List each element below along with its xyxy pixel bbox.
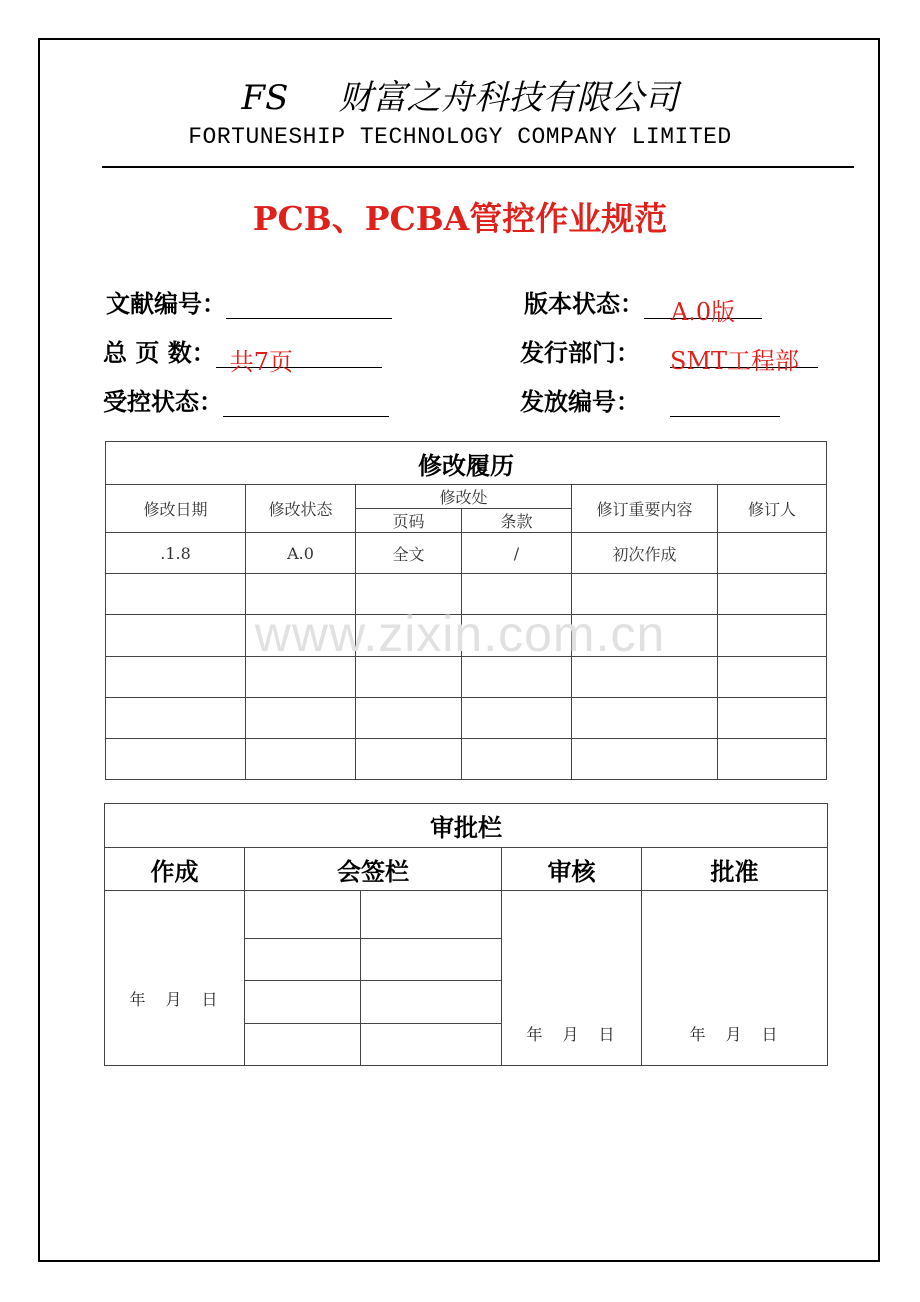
doc-no-label: 文献编号：: [106, 289, 226, 318]
table-row: [106, 698, 827, 739]
table-row: [106, 533, 827, 574]
version-label: 版本状态：: [524, 289, 644, 318]
countersign-cell: [361, 981, 502, 1024]
empty-cell: [246, 698, 356, 739]
countersign-cell: [245, 939, 361, 981]
cell-date: .1.8: [106, 533, 246, 574]
col-countersign: 会签栏: [245, 848, 502, 891]
empty-cell: [106, 739, 246, 780]
made-date: 年 月 日: [129, 989, 220, 1009]
header-divider: [102, 166, 854, 168]
cell-status: A.0: [246, 533, 356, 574]
dept-field: [520, 333, 818, 375]
control-label: 受控状态：: [103, 387, 223, 416]
countersign-cell: [245, 1024, 361, 1066]
issue-no-value: [670, 390, 780, 417]
company-name-cn: 财富之舟科技有限公司: [338, 78, 679, 118]
pages-value: 共7页: [229, 348, 293, 376]
company-name-en: FORTUNESHIP TECHNOLOGY COMPANY LIMITED: [188, 124, 732, 150]
approval-caption: 审批栏: [105, 804, 828, 848]
dept-value: SMT工程部: [670, 347, 800, 375]
countersign-cell: [361, 891, 502, 939]
company-name-cn-line: [0, 70, 920, 119]
header-location: 修改处: [356, 485, 572, 509]
empty-cell: [106, 698, 246, 739]
empty-cell: [246, 739, 356, 780]
countersign-cell: [245, 981, 361, 1024]
approve-cell: [642, 891, 828, 1066]
col-made: 作成: [105, 848, 245, 891]
cell-content: 初次作成: [572, 533, 718, 574]
countersign-cell: [245, 891, 361, 939]
document-title: PCB、PCBA管控作业规范: [252, 199, 668, 238]
header-date: 修改日期: [106, 485, 246, 533]
cell-clause: /: [462, 533, 572, 574]
header-status: 修改状态: [246, 485, 356, 533]
empty-cell: [356, 739, 462, 780]
revision-history-caption: 修改履历: [106, 442, 827, 485]
control-field: [103, 382, 389, 417]
version-field: [524, 284, 762, 326]
pages-field: [103, 333, 382, 376]
empty-cell: [718, 698, 827, 739]
issue-no-label: 发放编号：: [520, 387, 640, 416]
doc-no-value: [226, 292, 392, 319]
approval-table: [104, 803, 828, 1066]
countersign-cell: [361, 1024, 502, 1066]
review-cell: [502, 891, 642, 1066]
empty-cell: [718, 739, 827, 780]
header-page: 页码: [356, 509, 462, 533]
table-row: [106, 739, 827, 780]
watermark: www.zixin.com.cn: [254, 606, 666, 662]
empty-cell: [572, 739, 718, 780]
pages-label: 总 页 数：: [103, 338, 216, 367]
header-clause: 条款: [462, 509, 572, 533]
version-value: A.0版: [670, 298, 736, 326]
control-value: [223, 390, 389, 417]
issue-no-field: [520, 382, 780, 417]
header-reviser: 修订人: [718, 485, 827, 533]
dept-label: 发行部门：: [520, 338, 640, 367]
countersign-cell: [361, 939, 502, 981]
empty-cell: [462, 698, 572, 739]
review-date: 年 月 日: [526, 1025, 617, 1044]
doc-no-field: [106, 284, 392, 319]
cell-reviser: [718, 533, 827, 574]
empty-cell: [572, 698, 718, 739]
made-cell: [105, 891, 245, 1066]
empty-cell: [356, 698, 462, 739]
approve-date: 年 月 日: [689, 1025, 780, 1044]
cell-page: 全文: [356, 533, 462, 574]
company-abbr: FS: [241, 78, 289, 118]
header-content: 修订重要内容: [572, 485, 718, 533]
col-review: 审核: [502, 848, 642, 891]
empty-cell: [462, 739, 572, 780]
col-approve: 批准: [642, 848, 828, 891]
